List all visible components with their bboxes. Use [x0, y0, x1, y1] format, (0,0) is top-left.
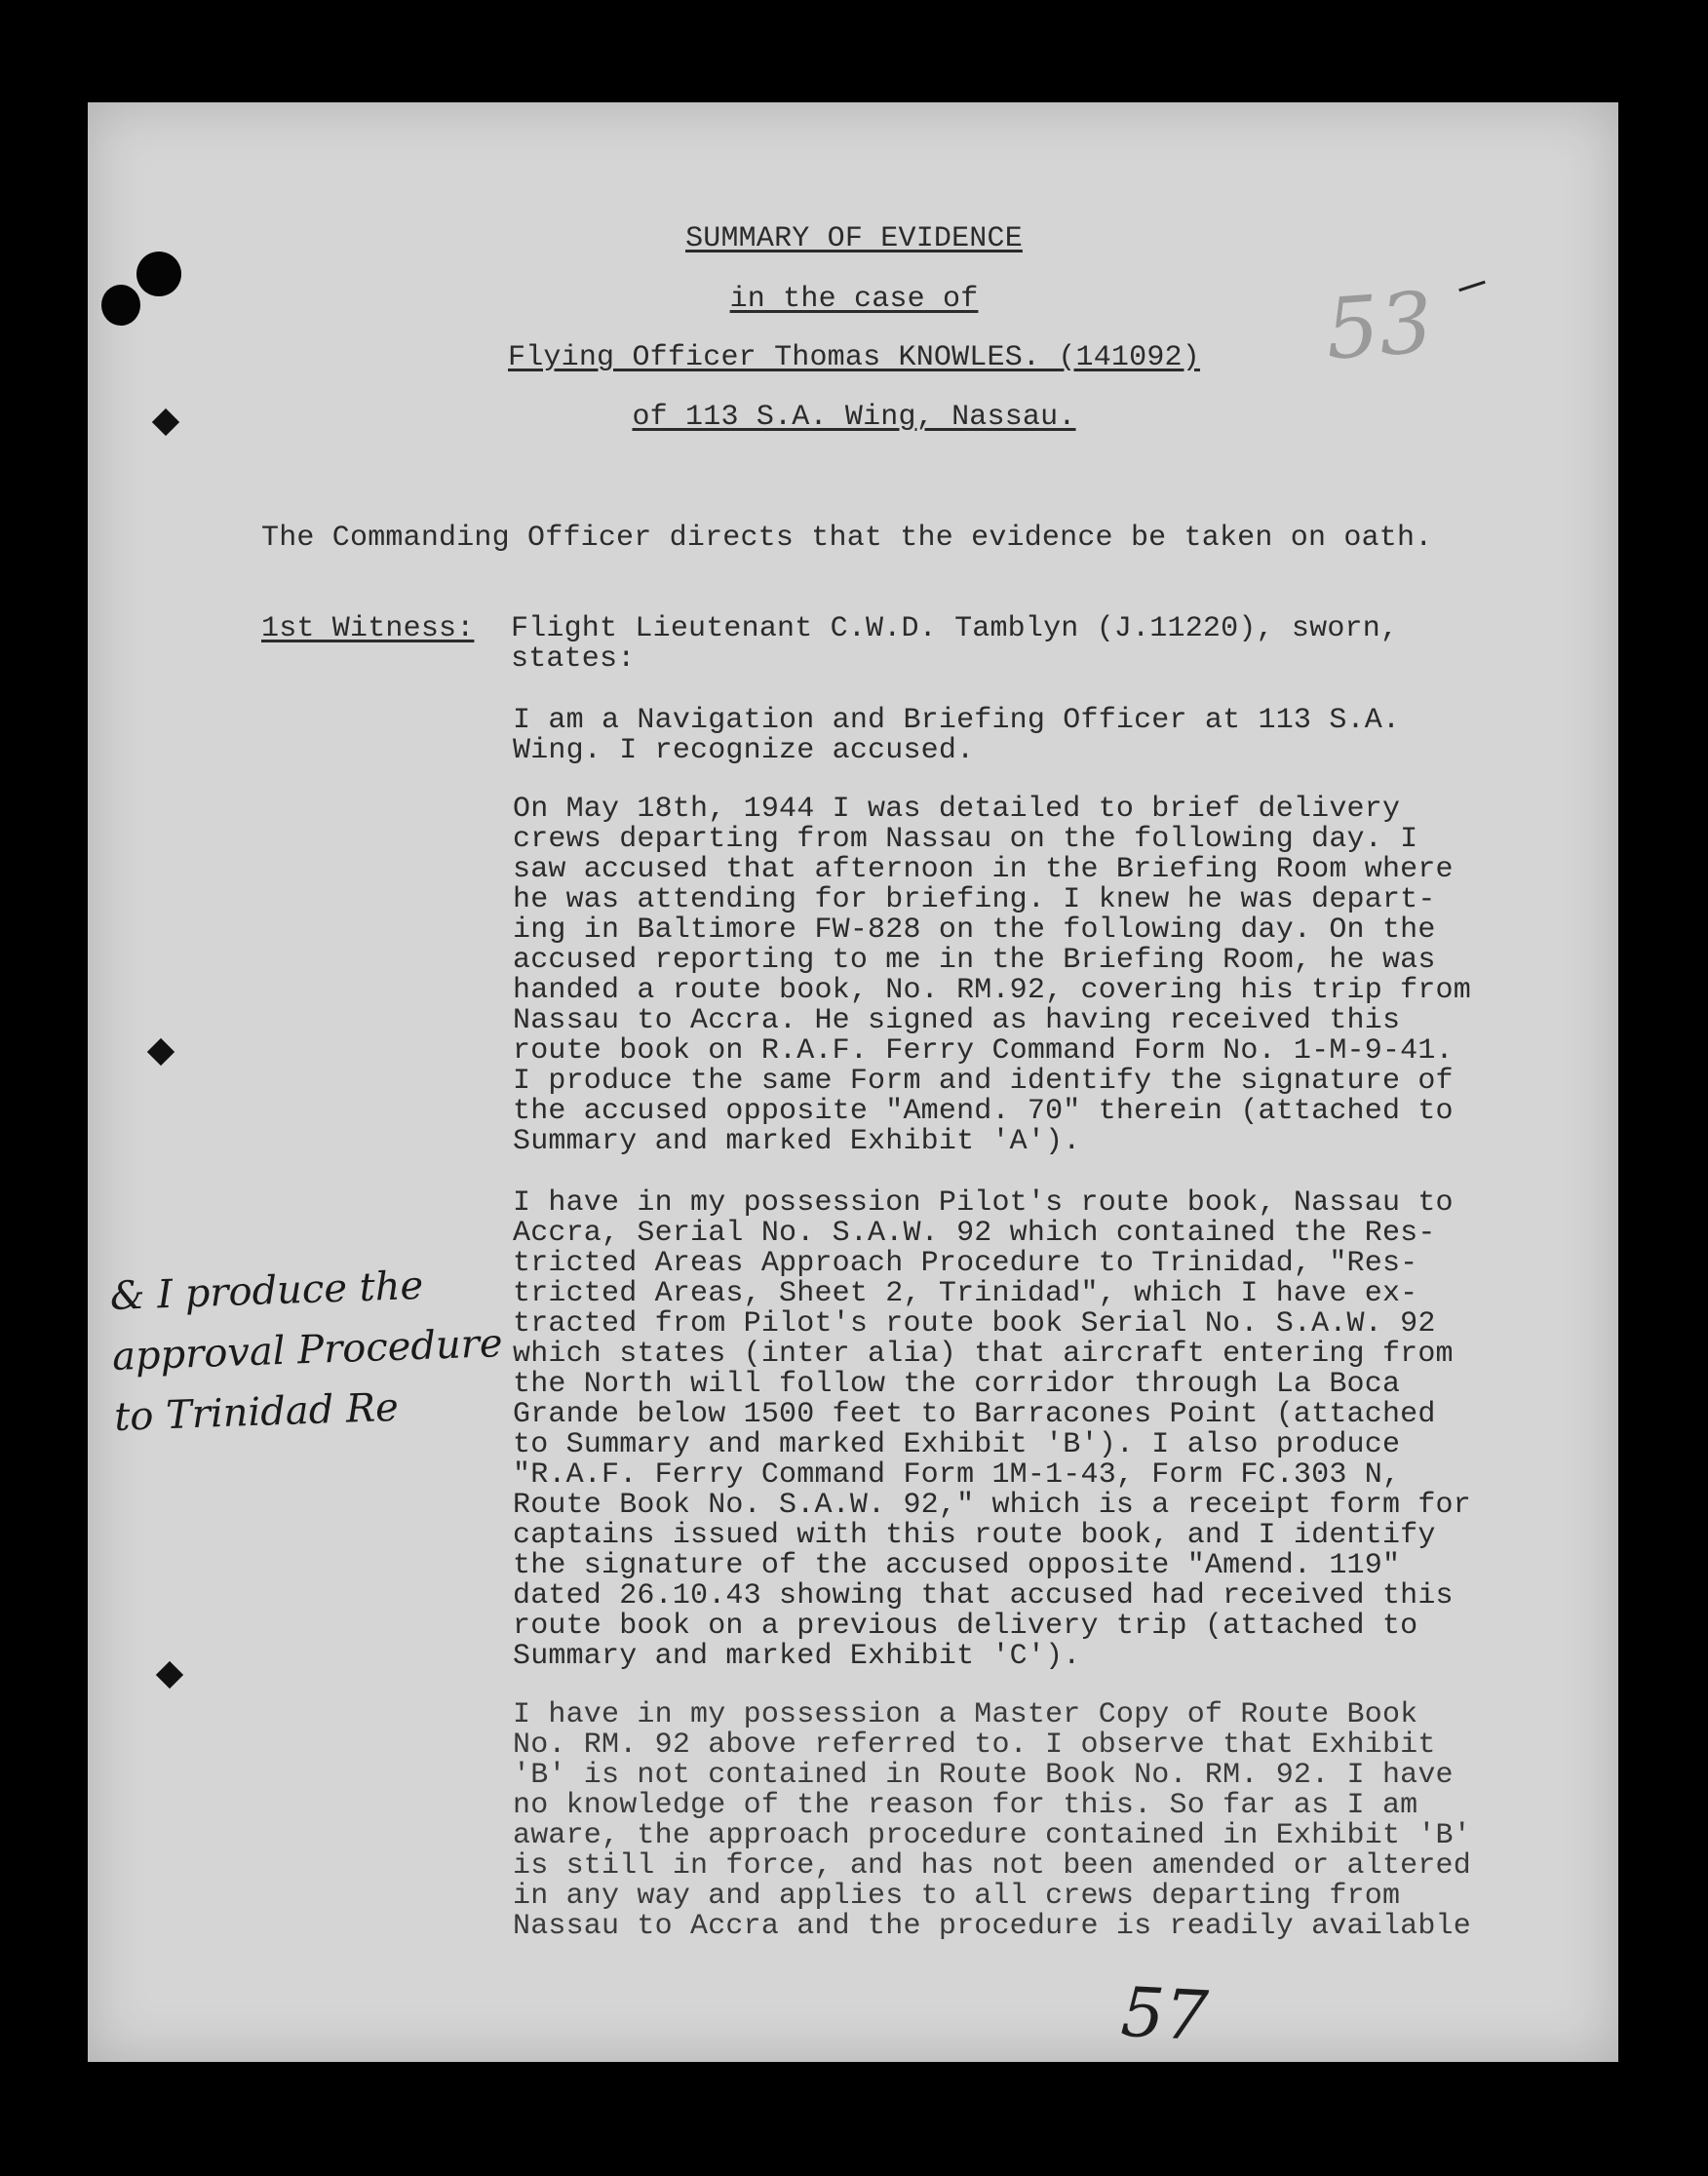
unit-line: of 113 S.A. Wing, Nassau. [632, 401, 1076, 434]
document-title: SUMMARY OF EVIDENCE [685, 222, 1023, 255]
witness-name: Flight Lieutenant C.W.D. Tamblyn (J.11220), sworn, states: [511, 612, 1399, 676]
folio-number-bottom: 57 [1118, 1971, 1211, 2057]
evidence-paragraph-4: I have in my possession a Master Copy of Route Book No. RM. 92 above referred to. I observe that Exhibit 'B' is not contained in Route Book No. RM. 92. I have no knowledge of the reason for this. So far as I am aware, the approach procedure contained in Exhibit 'B' is still in force, and has not been amended or altered in any way and applies to all crews departing from Nassau to Accra and the procedure is readily available [513, 1698, 1471, 1943]
intro-statement: The Commanding Officer directs that the evidence be taken on oath. [261, 522, 1433, 555]
evidence-paragraph-1: I am a Navigation and Briefing Officer at 113 S.A. Wing. I recognize accused. [513, 704, 1401, 767]
evidence-paragraph-2: On May 18th, 1944 I was detailed to brief delivery crews departing from Nassau on the following day. I saw accused that afternoon in the Briefing Room where he was attending for briefing. I knew he was depart- ing in Baltimore FW-828 on the following day. On the accused reporting to me in the Briefing Room, he was handed a route book, No. RM.92, covering his trip from Nassau to Accra. He signed as having received this route book on R.A.F. Ferry Command Form No. 1-M-9-41. I produce the same Form and identify the signature of the accused opposite "Amend. 70" therein (attached to Summary and marked Exhibit 'A'). [513, 793, 1471, 1158]
handwritten-margin-note: & I produce the approval Procedure to Trinidad Re [109, 1263, 504, 1440]
witness-label: 1st Witness: [261, 612, 475, 645]
folio-number-top: 53 [1322, 274, 1436, 379]
evidence-paragraph-3: I have in my possession Pilot's route book, Nassau to Accra, Serial No. S.A.W. 92 which contained the Res- tricted Areas Approach Procedure to Trinidad, "Res- tricted Areas, Sheet 2, Trinidad", which I have ex- tracted from Pilot's route book Serial No. S.A.W. 92 which states (inter alia) that aircraft entering from the North will follow the corridor through La Boca Grande below 1500 feet to Barracones Point (attached to Summary and marked Exhibit 'B'). I also produce "R.A.F. Ferry Command Form 1M-1-43, Form FC.303 N, Route Book No. S.A.W. 92," which is a receipt form for captains issued with this route book, and I identify the signature of the accused opposite "Amend. 119" dated 26.10.43 showing that accused had received this route book on a previous delivery trip (attached to Summary and marked Exhibit 'C'). [513, 1186, 1471, 1673]
accused-name-line: Flying Officer Thomas KNOWLES. (141092) [508, 341, 1200, 374]
case-line: in the case of [729, 283, 979, 316]
